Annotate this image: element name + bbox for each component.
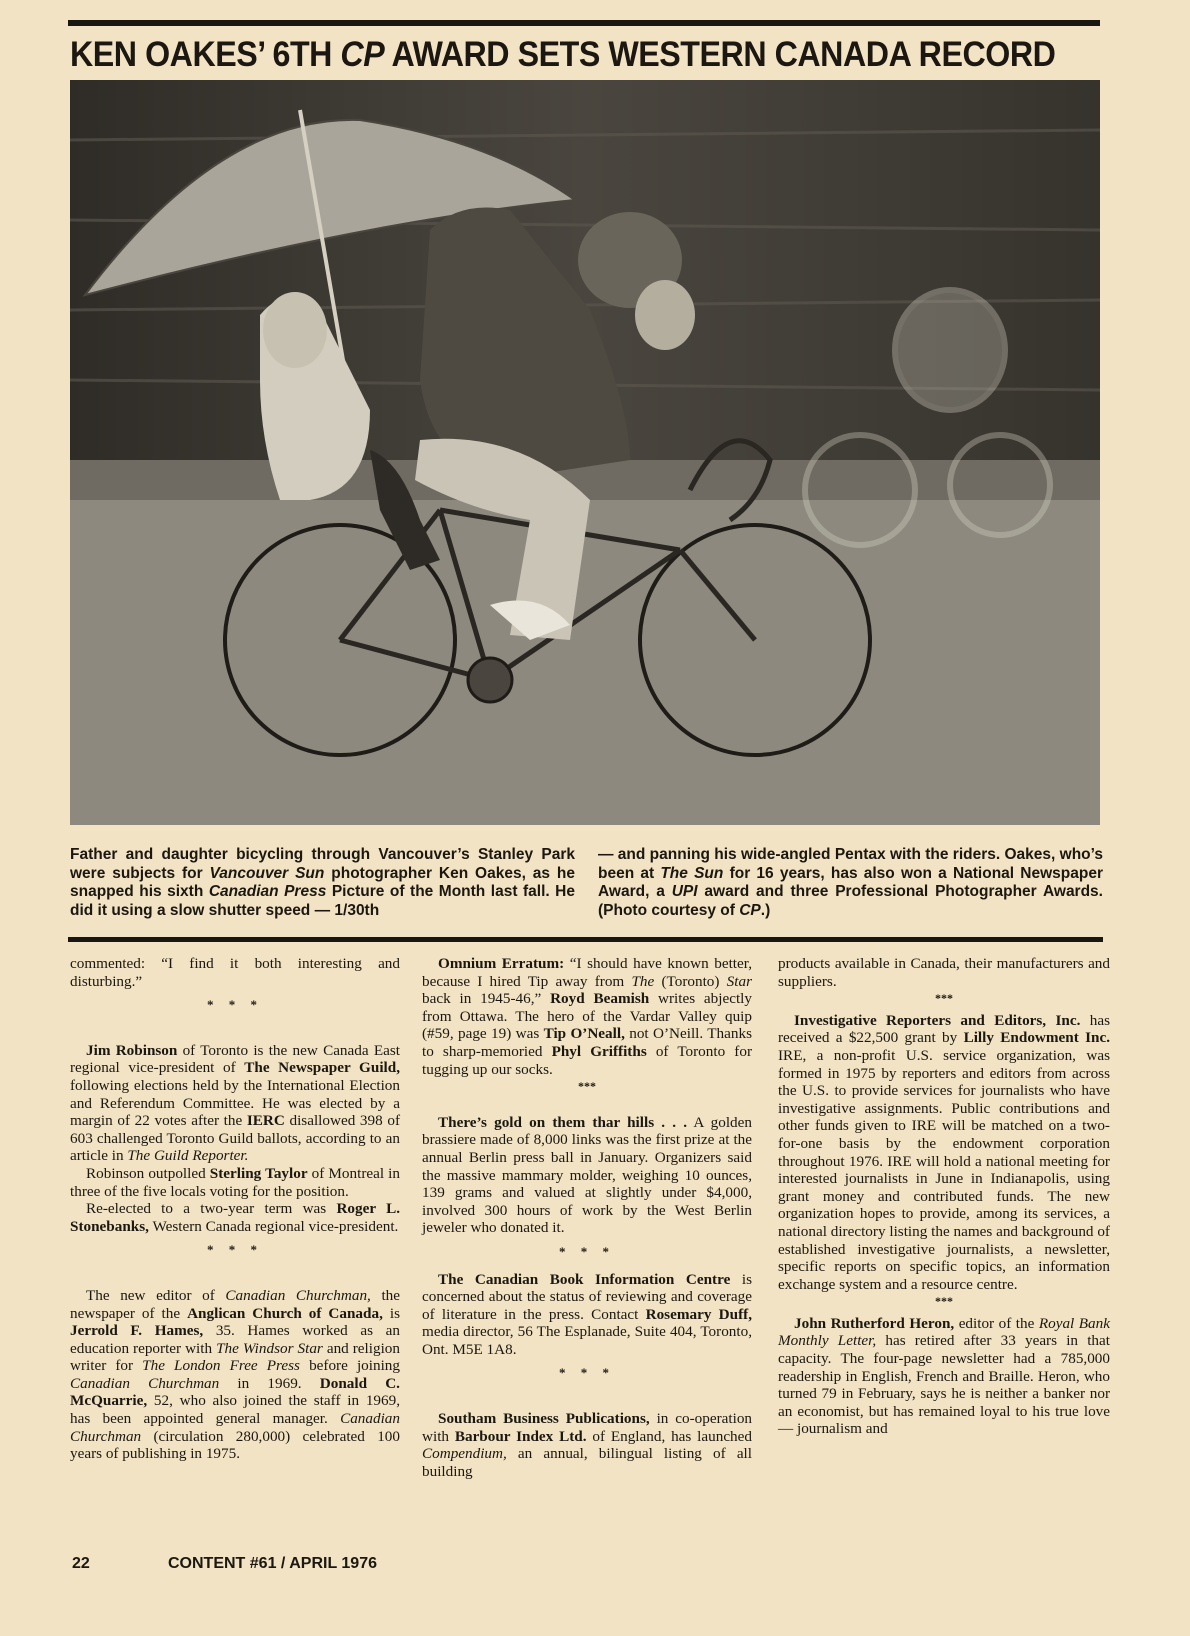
footer-separator: /	[280, 1555, 286, 1572]
paragraph: Southam Business Publications, in co-operation with Barbour Index Ltd. of England, has launched Compendium, an annual, bilingual listing of all building	[422, 1410, 753, 1480]
separator: * * *	[559, 1243, 615, 1259]
paragraph: The Canadian Book Information Centre is concerned about the status of reviewing and coverage of literature in the press. Contact Rosemary Duff, media director, 56 The Esplanade, Suite 404, Toronto, Ont. M5E 1A8.	[422, 1270, 753, 1358]
paragraph: Omnium Erratum: “I should have known better, because I hired Tip away from The (Toronto) Star back in 1945-46,” Royd Beamish writes abjectly from Ottawa. The hero of the Vardar Valley quip (#59, page 19) was Tip O’Neall, not O’Neill. Thanks to sharp-memoried Phyl Griffiths of Toronto for tugging up our socks.	[422, 955, 753, 1078]
photo-cyclists	[70, 80, 1100, 825]
paragraph: commented: “I find it both interesting and disturbing.”	[70, 955, 400, 990]
paragraph: Investigative Reporters and Editors, Inc. has received a $22,500 grant by Lilly Endowment Inc. IRE, a non-profit U.S. service organization, was formed in 1975 by reporters and editors from across the U.S. to provide services for journalists who have investigative assignments. Public contributions and other funds given to IRE will be matched on a two-for-one basis by the endowment corporation throughout 1976. IRE will hold a national meeting for interested journalists in June in Indianapolis, using grant money and contributed funds. The new organization hopes to provide, among its services, a national directory listing the names and background of established investigative journalists, a newsletter, specific reports on specific topics, an information exchange system and a resource centre.	[778, 1011, 1110, 1293]
top-rule	[68, 20, 1100, 26]
article-column-3	[778, 955, 1110, 1438]
issue-label: CONTENT #61	[168, 1555, 277, 1572]
article-column-2	[422, 955, 752, 1480]
separator: ***	[578, 1079, 596, 1094]
paragraph: products available in Canada, their manufacturers and suppliers.	[778, 955, 1110, 990]
section-rule	[68, 937, 1103, 942]
page-number: 22	[72, 1555, 90, 1572]
separator: ***	[935, 991, 953, 1006]
paragraph: Jim Robinson of Toronto is the new Canada East regional vice-president of The Newspaper Guild, following elections held by the International Election and Referendum Committee. He was elected by a margin of 22 votes after the IERC disallowed 398 of 603 challenged Toronto Guild ballots, according to an article in The Guild Reporter.	[70, 1041, 400, 1165]
paragraph: The new editor of Canadian Churchman, the newspaper of the Anglican Church of Canada, is Jerrold F. Hames, 35. Hames worked as an education reporter with The Windsor Star and religion writer for The London Free Press before joining Canadian Churchman in 1969. Donald C. McQuarrie, 52, who also joined the staff in 1969, has been appointed general manager. Canadian Churchman (circulation 280,000) celebrated 100 years of publishing in 1975.	[70, 1286, 400, 1463]
photo-caption-left: Father and daughter bicycling through Vancouver’s Stanley Park were subjects for Vancouver Sun photographer Ken Oakes, as he snapped his sixth Canadian Press Picture of the Month last fall. He did it using a slow shutter speed — 1/30th	[70, 846, 575, 919]
page-footer	[72, 1555, 377, 1573]
article-column-1	[70, 955, 400, 1463]
separator: * * *	[207, 1242, 263, 1258]
photo-caption-right: — and panning his wide-angled Pentax with the riders. Oakes, who’s been at The Sun for 16 years, has also won a National Newspaper Award, a UPI award and three Professional Photographer Awards. (Photo courtesy of CP.)	[598, 846, 1103, 919]
separator: ***	[935, 1294, 953, 1309]
separator: * * *	[559, 1365, 615, 1381]
paragraph: Robinson outpolled Sterling Taylor of Montreal in three of the five locals voting for the position.	[70, 1164, 400, 1200]
paragraph: There’s gold on them thar hills . . . A golden brassiere made of 8,000 links was the first prize at the annual Berlin press ball in January. Organizers said the massive mammary molder, weighing 10 ounces, 139 grams and valued at slightly under $4,000, involved 300 hours of work by the West Berlin jeweler who donated it.	[422, 1113, 752, 1237]
paragraph: Re-elected to a two-year term was Roger L. Stonebanks, Western Canada regional vice-president.	[70, 1200, 400, 1235]
separator: * * *	[207, 997, 263, 1013]
issue-date: APRIL 1976	[289, 1555, 377, 1572]
headline: KEN OAKES’ 6TH CP AWARD SETS WESTERN CANADA RECORD	[70, 35, 1056, 74]
photo-cyclists-illustration	[70, 80, 1100, 825]
paragraph: John Rutherford Heron, editor of the Royal Bank Monthly Letter, has retired after 33 years in that capacity. The four-page newsletter had a 785,000 readership in English, French and Braille. Heron, who turned 79 in February, says he is neither a banker nor an economist, but has remained loyal to his true love — journalism and	[778, 1314, 1110, 1438]
